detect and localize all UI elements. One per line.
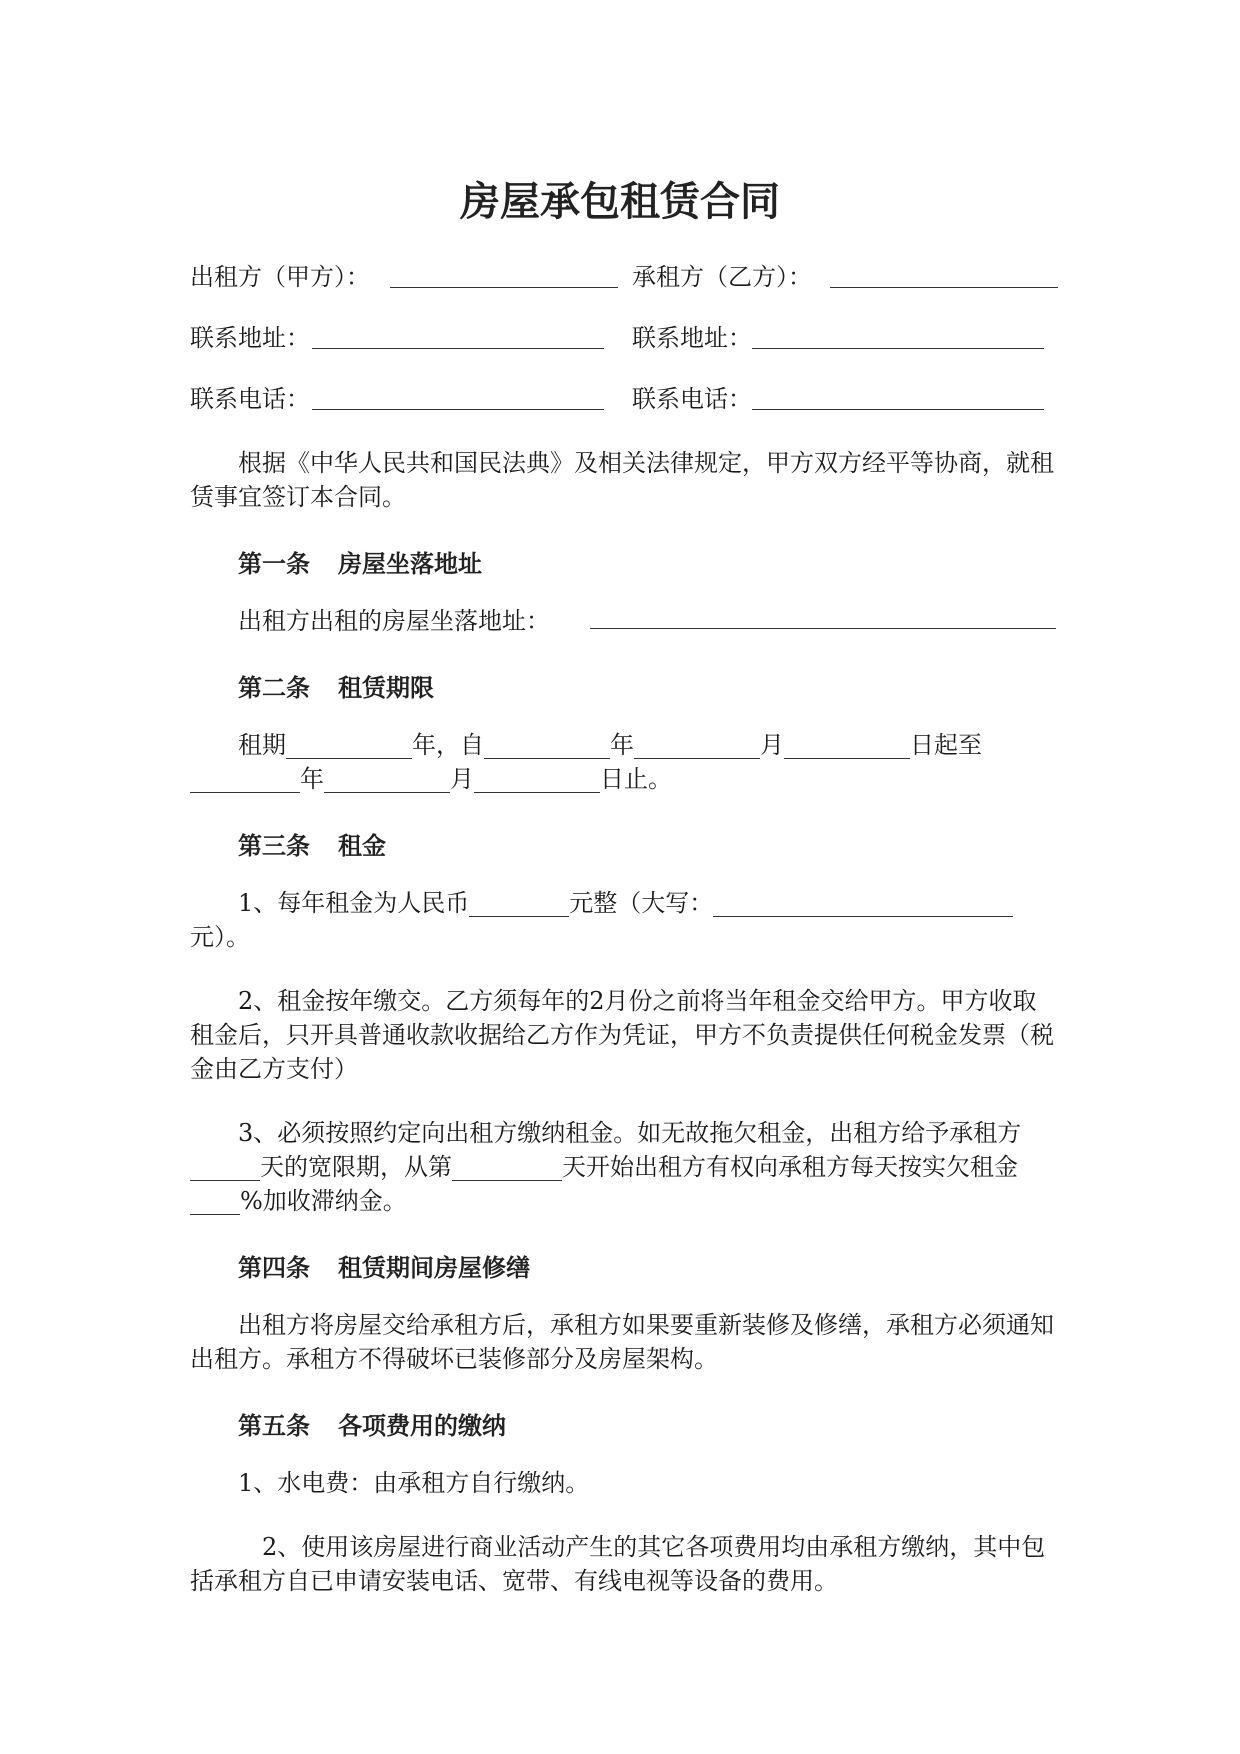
article-5-clause-2: 2、使用该房屋进行商业活动产生的其它各项费用均由承租方缴纳，其中包括承租方自已申请安装电话、宽带、有线电视等设备的费用。 bbox=[190, 1533, 1046, 1595]
lessor-phone-blank[interactable] bbox=[312, 383, 604, 410]
lessee-address-label: 联系地址： bbox=[632, 324, 752, 352]
lessor-label: 出租方（甲方）： bbox=[190, 263, 370, 291]
rent-uppercase-label: 元整（大写： bbox=[569, 889, 714, 917]
article-2-paragraph bbox=[190, 728, 1060, 796]
article-1-number: 第一条 bbox=[238, 550, 310, 578]
end-year-label: 年 bbox=[300, 765, 324, 793]
article-3-clause-2: 2、租金按年缴交。乙方须每年的2月份之前将当年租金交给甲方。甲方收取租金后，只开具普通收款收据给乙方作为凭证，甲方不负责提供任何税金发票（税金由乙方支付） bbox=[190, 987, 1054, 1083]
day-to-label: 日起至 bbox=[910, 731, 982, 759]
rent-amount-label: 1、每年租金为人民币 bbox=[238, 889, 470, 917]
lessor-address-label: 联系地址： bbox=[190, 324, 310, 352]
address-row bbox=[190, 318, 1060, 358]
start-month-blank[interactable] bbox=[634, 734, 760, 759]
late-payment-text: 3、必须按照约定向出租方缴纳租金。如无故拖欠租金，出租方给予承租方 bbox=[238, 1119, 1022, 1147]
article-5-number: 第五条 bbox=[238, 1412, 310, 1440]
lessee-phone-blank[interactable] bbox=[752, 383, 1044, 410]
penalty-percent-text: %加收滞纳金。 bbox=[240, 1187, 407, 1215]
house-address-blank[interactable] bbox=[590, 604, 1056, 629]
lessor-phone-label: 联系电话： bbox=[190, 385, 310, 413]
article-5-heading bbox=[238, 1406, 506, 1441]
article-3-clause-3 bbox=[190, 1116, 1060, 1218]
article-1-text: 出租方出租的房屋坐落地址： bbox=[238, 607, 550, 635]
article-3-heading bbox=[238, 826, 386, 861]
article-1-line bbox=[238, 604, 550, 638]
penalty-start-day-blank[interactable] bbox=[452, 1156, 562, 1181]
lessee-phone-label: 联系电话： bbox=[632, 385, 752, 413]
phone-row bbox=[190, 379, 1060, 419]
rent-amount-blank[interactable] bbox=[469, 892, 569, 917]
term-years-blank[interactable] bbox=[286, 734, 412, 759]
lessor-address-blank[interactable] bbox=[312, 322, 604, 349]
end-day-blank[interactable] bbox=[474, 768, 600, 793]
end-month-blank[interactable] bbox=[324, 768, 450, 793]
document-title: 房屋承包租赁合同 bbox=[460, 179, 780, 225]
article-2-title: 租赁期限 bbox=[338, 674, 434, 702]
lessee-name-blank[interactable] bbox=[830, 261, 1058, 288]
end-year-blank[interactable] bbox=[190, 768, 300, 793]
penalty-text: 天开始出租方有权向承租方每天按实欠租金 bbox=[562, 1153, 1018, 1181]
article-4-title: 租赁期间房屋修缮 bbox=[338, 1254, 530, 1282]
rent-unit-label: 元）。 bbox=[190, 923, 250, 951]
grace-days-blank[interactable] bbox=[190, 1156, 260, 1181]
article-1-heading bbox=[238, 544, 482, 579]
rent-uppercase-blank[interactable] bbox=[713, 892, 1013, 917]
article-1-title: 房屋坐落地址 bbox=[338, 550, 482, 578]
article-4-number: 第四条 bbox=[238, 1254, 310, 1282]
term-label: 租期 bbox=[238, 731, 286, 759]
month-label: 月 bbox=[760, 731, 784, 759]
party-row bbox=[190, 257, 1060, 297]
start-year-blank[interactable] bbox=[484, 734, 610, 759]
article-2-heading bbox=[238, 668, 434, 703]
article-3-title: 租金 bbox=[338, 832, 386, 860]
article-4-heading bbox=[238, 1248, 530, 1283]
start-day-blank[interactable] bbox=[784, 734, 910, 759]
term-from-label: 年，自 bbox=[412, 731, 484, 759]
grace-period-text: 天的宽限期，从第 bbox=[260, 1153, 452, 1181]
article-4-paragraph: 出租方将房屋交给承租方后，承租方如果要重新装修及修缮，承租方必须通知出租方。承租方不得破坏已装修部分及房屋架构。 bbox=[190, 1311, 1054, 1373]
lessor-name-blank[interactable] bbox=[390, 261, 618, 288]
year-label: 年 bbox=[610, 731, 634, 759]
end-day-label: 日止。 bbox=[600, 765, 672, 793]
article-3-number: 第三条 bbox=[238, 832, 310, 860]
end-month-label: 月 bbox=[450, 765, 474, 793]
penalty-rate-blank[interactable] bbox=[190, 1190, 240, 1215]
intro-paragraph: 根据《中华人民共和国民法典》及相关法律规定，甲方双方经平等协商，就租赁事宜签订本合同。 bbox=[190, 449, 1054, 511]
article-5-clause-1: 1、水电费：由承租方自行缴纳。 bbox=[238, 1469, 590, 1497]
article-2-number: 第二条 bbox=[238, 674, 310, 702]
lessee-label: 承租方（乙方）： bbox=[632, 263, 812, 291]
article-3-clause-1 bbox=[190, 886, 1060, 954]
lessee-address-blank[interactable] bbox=[752, 322, 1044, 349]
article-5-title: 各项费用的缴纳 bbox=[338, 1412, 506, 1440]
